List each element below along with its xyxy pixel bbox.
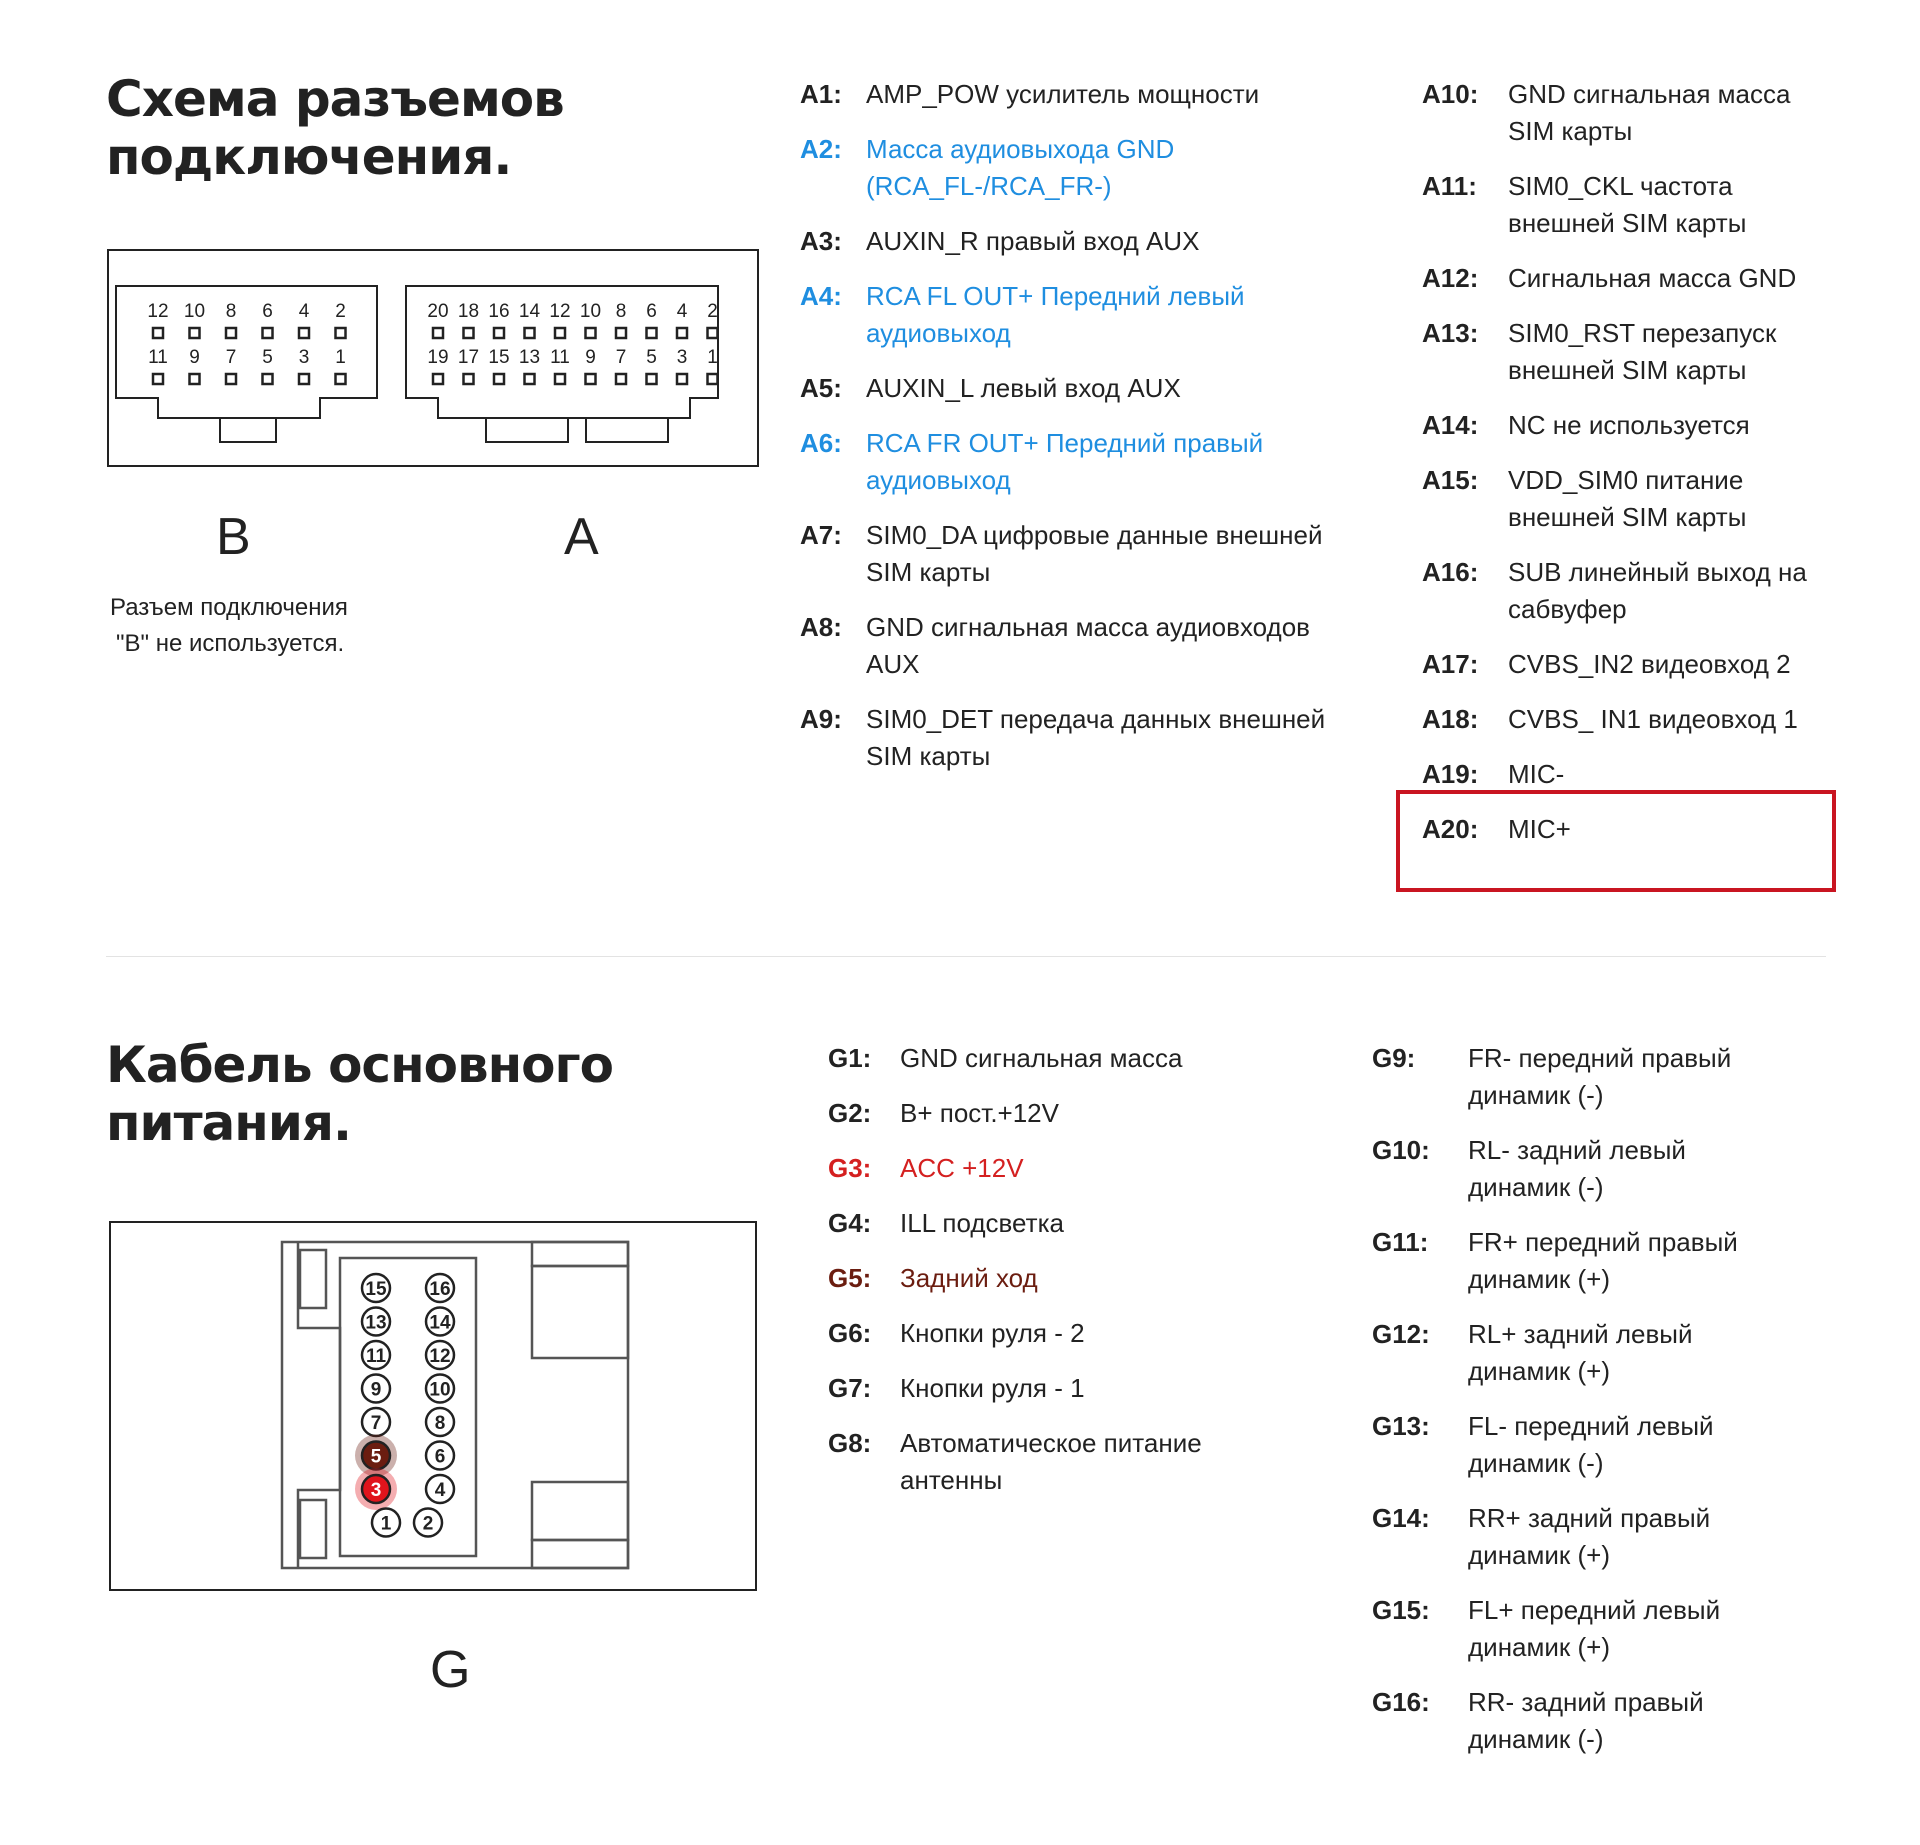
connector-a-pin-number: 4 — [676, 301, 688, 322]
connector-g-pin-number: 3 — [370, 1480, 382, 1501]
pin-description: RL- задний левый динамик (-) — [1468, 1135, 1686, 1202]
pin-description: FL+ передний левый динамик (+) — [1468, 1595, 1721, 1662]
pin-description: RR+ задний правый динамик (+) — [1468, 1503, 1711, 1570]
pin-label: A13: — [1422, 318, 1479, 348]
pin-socket — [153, 374, 163, 384]
connector-a-pins-column-2 — [1422, 76, 1832, 866]
pin-row — [1422, 168, 1832, 242]
pin-label: G1: — [828, 1043, 872, 1073]
pin-row — [800, 609, 1340, 683]
pin-label: A19: — [1422, 759, 1479, 789]
pin-row — [828, 1260, 1348, 1297]
pin-description: ILL подсветка — [900, 1208, 1064, 1238]
connector-a-pins-column-1 — [800, 76, 1340, 793]
pin-description: Задний ход — [900, 1263, 1038, 1293]
connector-g-pin-number: 9 — [370, 1379, 382, 1401]
pin-label: A12: — [1422, 263, 1479, 293]
connector-b-pin-number: 2 — [335, 301, 346, 322]
pin-description: RCA FR OUT+ Передний правый аудиовыход — [866, 428, 1264, 495]
pin-row — [1422, 701, 1832, 738]
connector-b-pin-number: 4 — [298, 301, 310, 322]
pin-label: G8: — [828, 1428, 872, 1458]
pin-row — [800, 76, 1340, 113]
pin-row — [1422, 76, 1832, 150]
connector-a-pin-number: 9 — [585, 347, 596, 368]
connector-b-pin-number: 1 — [335, 347, 346, 368]
mic-pins-highlight — [1396, 790, 1836, 892]
connector-ab-svg — [106, 248, 762, 470]
pin-row — [1372, 1040, 1832, 1114]
pin-label: A8: — [800, 612, 842, 642]
connector-g-pin-number: 15 — [365, 1279, 387, 1300]
pin-socket — [153, 328, 163, 338]
pin-socket — [647, 328, 657, 338]
pin-row — [800, 370, 1340, 407]
pin-description: ACC +12V — [900, 1153, 1024, 1183]
pin-row — [800, 517, 1340, 591]
pin-row — [800, 223, 1340, 260]
pin-description: SIM0_DET передача данных внешней SIM карты — [866, 704, 1326, 771]
pin-socket — [464, 328, 474, 338]
pin-row — [828, 1370, 1348, 1407]
pin-label: G12: — [1372, 1319, 1430, 1349]
pin-description: Автоматическое питание антенны — [900, 1428, 1202, 1495]
connector-g-svg — [108, 1220, 758, 1592]
pin-socket — [677, 328, 687, 338]
connector-a-pin-number: 3 — [676, 347, 688, 368]
pin-label: A5: — [800, 373, 842, 403]
pin-socket — [336, 328, 346, 338]
pin-label: A2: — [800, 134, 842, 164]
connector-b-note-line2: "B" не используется. — [116, 630, 345, 657]
pin-label: A9: — [800, 704, 842, 734]
pin-row — [1422, 554, 1832, 628]
pin-socket — [555, 328, 565, 338]
pin-row — [800, 278, 1340, 352]
connector-a-pin-number: 6 — [646, 301, 657, 322]
pin-description: GND сигнальная масса — [900, 1043, 1183, 1073]
pin-socket — [647, 374, 657, 384]
pin-description: VDD_SIM0 питание внешней SIM карты — [1508, 465, 1747, 532]
pin-description: AUXIN_R правый вход AUX — [866, 226, 1200, 256]
pin-row — [1422, 646, 1832, 683]
connector-g-pin-number: 4 — [434, 1480, 446, 1501]
pin-row — [800, 425, 1340, 499]
pin-row — [1372, 1316, 1832, 1390]
connector-b-pin-number: 7 — [225, 347, 237, 368]
connector-a-pin-number: 12 — [549, 301, 571, 322]
connector-g-pin-number: 7 — [370, 1413, 382, 1434]
section1-title-line1: Схема разъемов — [106, 70, 564, 128]
connector-b-pin-number: 9 — [189, 347, 200, 368]
pin-description: Сигнальная масса GND — [1508, 263, 1797, 293]
connector-g-pin-number: 11 — [365, 1346, 387, 1367]
connector-g-pins-column-2 — [1372, 1040, 1832, 1776]
pin-row — [828, 1150, 1348, 1187]
connector-a-pin-number: 7 — [615, 347, 627, 368]
pin-label: G3: — [828, 1153, 872, 1183]
pin-label: G14: — [1372, 1503, 1430, 1533]
section1-title — [106, 70, 564, 186]
pin-label: A20: — [1422, 814, 1479, 844]
connector-a-pin-number: 8 — [615, 301, 627, 322]
pin-description: SUB линейный выход на сабвуфер — [1508, 557, 1807, 624]
connector-a-pin-number: 1 — [707, 347, 718, 368]
pin-socket — [525, 328, 535, 338]
pin-label: A1: — [800, 79, 842, 109]
section2-title-line1: Кабель основного — [106, 1036, 613, 1094]
pin-description: RCA FL OUT+ Передний левый аудиовыход — [866, 281, 1245, 348]
connector-b-pin-number: 6 — [262, 301, 273, 322]
connector-ab-diagram — [106, 248, 762, 470]
pin-label: A17: — [1422, 649, 1479, 679]
connector-b-pin-number: 3 — [298, 347, 310, 368]
pin-description: AUXIN_L левый вход AUX — [866, 373, 1181, 403]
pin-description: CVBS_ IN1 видеовход 1 — [1508, 704, 1798, 734]
connector-g-pin-number: 1 — [380, 1513, 392, 1535]
pin-socket — [433, 374, 443, 384]
pin-socket — [616, 374, 626, 384]
connector-a-label: A — [564, 508, 599, 566]
connector-g-pin-number: 8 — [434, 1413, 446, 1434]
pin-description: GND сигнальная масса аудиовходов AUX — [866, 612, 1310, 679]
pin-row — [1422, 756, 1832, 793]
pin-socket — [586, 374, 596, 384]
pin-description: Кнопки руля - 1 — [900, 1373, 1085, 1403]
connector-a-pin-number: 11 — [550, 347, 570, 368]
pin-label: A18: — [1422, 704, 1479, 734]
pin-row — [800, 701, 1340, 775]
pin-description: CVBS_IN2 видеовход 2 — [1508, 649, 1791, 679]
connector-b-pin-number: 8 — [225, 301, 237, 322]
pin-row — [1372, 1408, 1832, 1482]
connector-b-label: B — [216, 508, 251, 566]
pin-description: AMP_POW усилитель мощности — [866, 79, 1260, 109]
connector-g-diagram — [108, 1220, 758, 1592]
section2-title — [106, 1036, 613, 1152]
connector-g-label: G — [430, 1641, 471, 1699]
pin-socket — [677, 374, 687, 384]
connector-g-pin-number: 6 — [434, 1446, 446, 1468]
pin-description: NC не используется — [1508, 410, 1750, 440]
connector-a-pin-number: 16 — [488, 301, 510, 322]
connector-g-pin-number: 14 — [429, 1312, 451, 1334]
pin-socket — [263, 374, 273, 384]
pin-description: GND сигнальная масса SIM карты — [1508, 79, 1791, 146]
pin-label: A14: — [1422, 410, 1479, 440]
pin-label: G10: — [1372, 1135, 1430, 1165]
pin-description: MIC+ — [1508, 814, 1571, 844]
pin-row — [828, 1205, 1348, 1242]
pin-socket — [494, 374, 504, 384]
pin-label: G2: — [828, 1098, 872, 1128]
connector-g-pin-number: 5 — [370, 1446, 382, 1468]
section1-title-line2: подключения. — [106, 128, 512, 186]
pin-label: A16: — [1422, 557, 1479, 587]
pin-socket — [555, 374, 565, 384]
pin-row — [1372, 1132, 1832, 1206]
pin-description: SIM0_DA цифровые данные внешней SIM карты — [866, 520, 1323, 587]
pin-row — [800, 131, 1340, 205]
connector-b-pin-number: 10 — [183, 301, 206, 322]
pin-description: SIM0_RST перезапуск внешней SIM карты — [1508, 318, 1777, 385]
pin-socket — [616, 328, 626, 338]
pin-row — [828, 1315, 1348, 1352]
pin-description: FR- передний правый динамик (-) — [1468, 1043, 1732, 1110]
connector-a-pin-number: 17 — [457, 347, 480, 368]
pin-description: SIM0_CKL частота внешней SIM карты — [1508, 171, 1747, 238]
pin-socket — [299, 328, 309, 338]
pin-row — [1422, 462, 1832, 536]
pin-socket — [586, 328, 596, 338]
pin-row — [1372, 1500, 1832, 1574]
section-divider — [106, 956, 1826, 957]
pin-label: G6: — [828, 1318, 872, 1348]
pin-label: A7: — [800, 520, 842, 550]
pin-description: Кнопки руля - 2 — [900, 1318, 1085, 1348]
pin-row — [828, 1425, 1348, 1499]
pin-socket — [299, 374, 309, 384]
connector-g-pin-number: 13 — [365, 1312, 387, 1334]
pin-label: G7: — [828, 1373, 872, 1403]
pin-row — [1372, 1224, 1832, 1298]
pin-row — [828, 1095, 1348, 1132]
pin-socket — [708, 374, 718, 384]
pin-description: B+ пост.+12V — [900, 1098, 1059, 1128]
connector-g-pin-number: 2 — [422, 1513, 434, 1535]
pin-label: G5: — [828, 1263, 872, 1293]
connector-g-pin-number: 12 — [429, 1346, 451, 1367]
connector-b-note — [110, 590, 348, 662]
pin-row — [1422, 260, 1832, 297]
pin-description: RR- задний правый динамик (-) — [1468, 1687, 1704, 1754]
connector-b-pin-number: 12 — [147, 301, 169, 322]
pin-label: G15: — [1372, 1595, 1430, 1625]
pin-socket — [190, 374, 200, 384]
pin-row — [1372, 1592, 1832, 1666]
section2-title-line2: питания. — [106, 1094, 351, 1152]
pin-socket — [190, 328, 200, 338]
pin-label: G9: — [1372, 1043, 1416, 1073]
connector-b-pin-number: 11 — [148, 347, 168, 368]
pin-row — [828, 1040, 1348, 1077]
pin-label: A15: — [1422, 465, 1479, 495]
pin-socket — [494, 328, 504, 338]
pin-label: A11: — [1422, 171, 1477, 201]
pin-socket — [263, 328, 273, 338]
connector-a-pin-number: 10 — [579, 301, 602, 322]
connector-a-pin-number: 18 — [457, 301, 480, 322]
pin-label: A4: — [800, 281, 842, 311]
pin-description: RL+ задний левый динамик (+) — [1468, 1319, 1693, 1386]
pin-row — [1422, 315, 1832, 389]
connector-a-pin-number: 19 — [427, 347, 449, 368]
connector-a-pin-number: 2 — [707, 301, 718, 322]
pin-description: MIC- — [1508, 759, 1565, 789]
pin-socket — [336, 374, 346, 384]
pin-description: FR+ передний правый динамик (+) — [1468, 1227, 1738, 1294]
connector-g-pins-column-1 — [828, 1040, 1348, 1517]
pin-socket — [708, 328, 718, 338]
connector-a-pin-number: 5 — [646, 347, 657, 368]
pin-label: G11: — [1372, 1227, 1429, 1257]
connector-b-pin-number: 5 — [262, 347, 273, 368]
connector-a-pin-number: 14 — [518, 301, 541, 322]
pin-label: G16: — [1372, 1687, 1430, 1717]
pin-description: Масса аудиовыхода GND (RCA_FL-/RCA_FR-) — [866, 134, 1175, 201]
pin-socket — [525, 374, 535, 384]
connector-a-pin-number: 20 — [427, 301, 449, 322]
connector-g-pin-number: 10 — [429, 1379, 451, 1401]
pin-socket — [226, 328, 236, 338]
pin-row — [1372, 1684, 1832, 1758]
connector-a-pin-number: 13 — [518, 347, 541, 368]
pin-label: A6: — [800, 428, 842, 458]
pin-label: G4: — [828, 1208, 872, 1238]
connector-a-pin-number: 15 — [488, 347, 510, 368]
pin-socket — [464, 374, 474, 384]
connector-b-note-line1: Разъем подключения — [110, 594, 348, 621]
pin-row — [1422, 407, 1832, 444]
pin-label: A3: — [800, 226, 842, 256]
pin-label: G13: — [1372, 1411, 1430, 1441]
pin-description: FL- передний левый динамик (-) — [1468, 1411, 1714, 1478]
pin-label: A10: — [1422, 79, 1479, 109]
connector-g-pin-number: 16 — [429, 1279, 451, 1300]
pin-socket — [433, 328, 443, 338]
pin-socket — [226, 374, 236, 384]
